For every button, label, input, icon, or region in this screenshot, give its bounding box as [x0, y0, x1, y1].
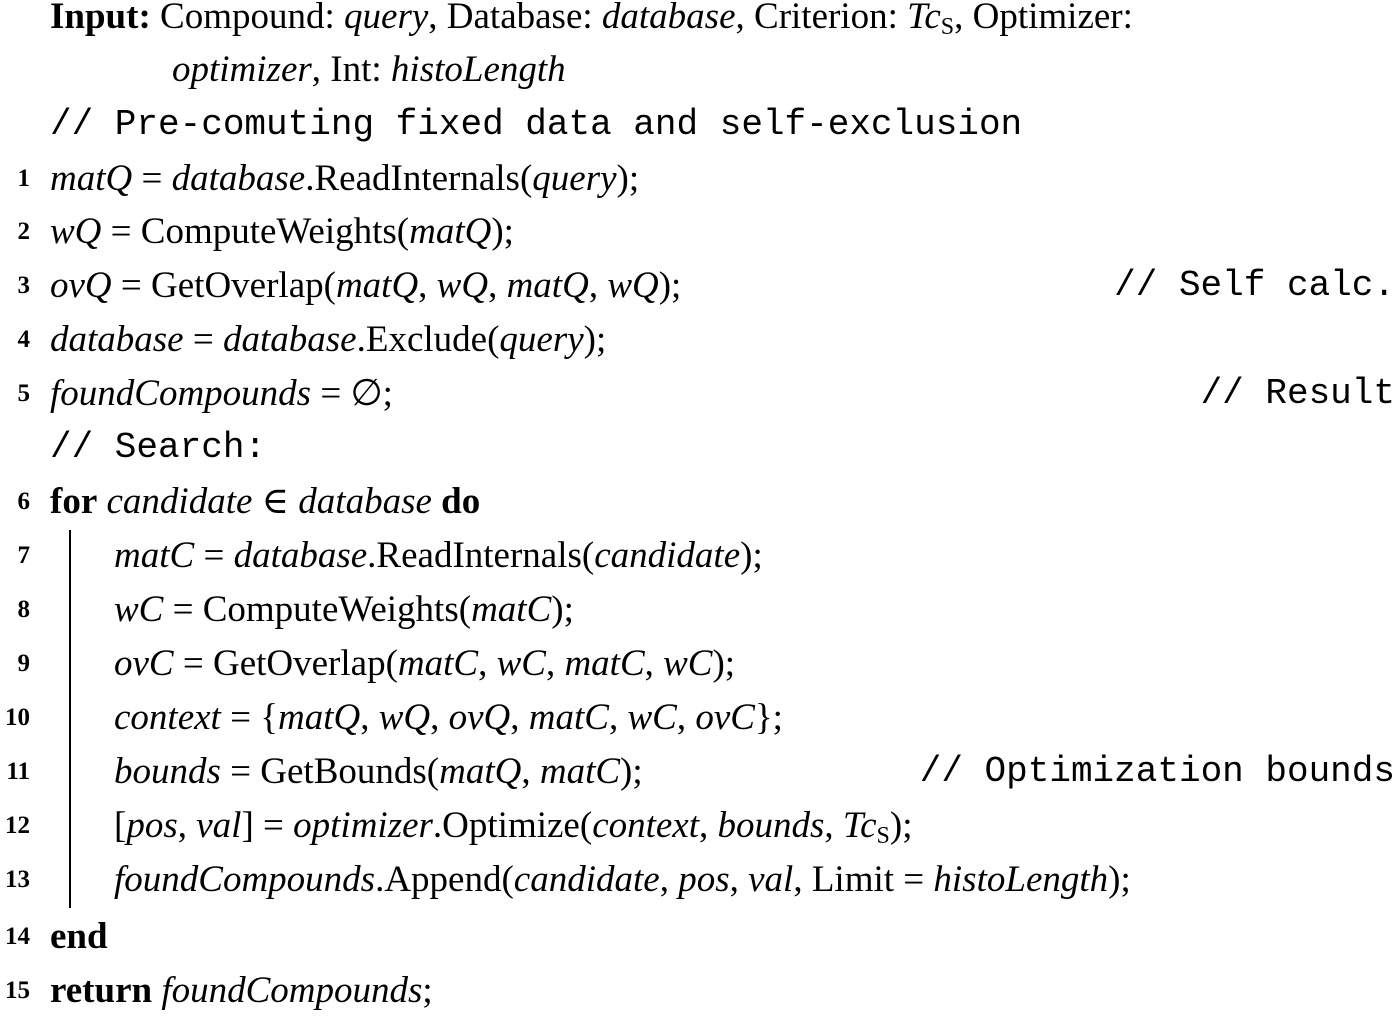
input-label: Input:: [50, 0, 151, 37]
line-code: [114, 799, 913, 853]
line-comment: // Optimization bounds: [919, 751, 1395, 792]
code-token: ,: [478, 643, 497, 684]
code-token: .ReadInternals(: [305, 158, 533, 199]
code-token: foundCompounds: [50, 373, 312, 414]
line-number: 15: [5, 977, 30, 1004]
line-number: 8: [17, 596, 30, 623]
code-token: candidate: [513, 859, 660, 900]
code-token: );: [491, 211, 514, 252]
line-number: 5: [17, 380, 30, 407]
code-token: );: [740, 535, 763, 576]
code-token: matC: [528, 697, 609, 738]
line-code: [50, 910, 108, 964]
input-line-1: [0, 0, 1395, 44]
code-token: = GetOverlap(: [111, 265, 336, 306]
code-token: database: [171, 158, 306, 199]
code-token: do: [441, 481, 481, 522]
algorithm-line-10: [0, 691, 1395, 745]
algorithm-line-12: [0, 799, 1395, 853]
line-number: 1: [17, 165, 30, 192]
code-token: = ∅;: [311, 373, 393, 414]
code-token: = {: [220, 697, 278, 738]
code-token: ,: [588, 265, 608, 306]
code-token: ,: [418, 265, 437, 306]
code-token: query: [344, 0, 429, 37]
code-token: wQ: [50, 211, 102, 252]
code-token: ,: [488, 265, 507, 306]
input-line-2: [0, 43, 1395, 97]
line-code: [50, 475, 480, 529]
code-token: candidate: [106, 481, 253, 522]
line-code: [50, 367, 393, 421]
code-token: = ComputeWeights(: [101, 211, 410, 252]
code-token: matC: [114, 535, 195, 576]
code-token: ,: [608, 697, 628, 738]
algorithm-line-11: [0, 745, 1395, 799]
code-token: bounds: [717, 805, 825, 846]
code-token: matC: [539, 751, 621, 792]
line-code: [114, 853, 1131, 907]
code-token: candidate: [594, 535, 741, 576]
code-token: wC: [627, 697, 677, 738]
code-token: ;: [422, 970, 433, 1011]
comment-precompute: // Pre-comuting fixed data and self-exclusion: [50, 104, 1023, 145]
code-token: ,: [360, 697, 379, 738]
code-token: ovQ: [50, 265, 112, 306]
line-number: 6: [17, 488, 30, 515]
code-token: , Limit =: [793, 859, 934, 900]
code-token: );: [712, 643, 736, 684]
line-number: 12: [5, 812, 30, 839]
line-number: 3: [17, 272, 30, 299]
line-number: 13: [5, 866, 30, 893]
code-token: wC: [663, 643, 713, 684]
code-token: matQ: [277, 697, 361, 738]
code-token: );: [620, 751, 643, 792]
code-token: ∈: [252, 481, 299, 522]
line-code: [50, 205, 514, 259]
line-code: [50, 313, 606, 367]
line-code: [114, 583, 574, 637]
code-token: );: [551, 589, 574, 630]
algorithm-line-15: [0, 964, 1395, 1018]
code-token: matQ: [439, 751, 522, 792]
input-parameters-cont: [172, 43, 566, 97]
code-token: );: [658, 265, 682, 306]
code-token: database: [222, 319, 357, 360]
code-token: = GetBounds(: [220, 751, 440, 792]
code-token: .Optimize(: [432, 805, 593, 846]
code-token: =: [194, 535, 234, 576]
code-token: ,: [521, 751, 540, 792]
code-token: histoLength: [390, 49, 566, 90]
code-token: , Int:: [311, 49, 391, 90]
code-token: , Criterion:: [735, 0, 908, 37]
algorithm-line-1: [0, 152, 1395, 206]
code-token: ovQ: [448, 697, 511, 738]
code-token: ,: [430, 697, 449, 738]
algorithm-line-6: [0, 475, 1395, 529]
code-token: pos: [678, 859, 730, 900]
code-token: =: [132, 158, 172, 199]
line-code: [50, 259, 681, 313]
code-token: wC: [496, 643, 546, 684]
code-token: );: [583, 319, 607, 360]
line-number: 11: [6, 758, 30, 785]
code-token: [97, 481, 106, 522]
code-token: matQ: [506, 265, 589, 306]
code-token: ,: [177, 805, 197, 846]
code-token: = ComputeWeights(: [163, 589, 472, 630]
line-code: [114, 745, 643, 799]
code-token: , Optimizer:: [954, 0, 1133, 37]
line-code: [50, 152, 639, 206]
code-token: [: [114, 805, 127, 846]
code-token: matQ: [335, 265, 419, 306]
code-token: database: [50, 319, 184, 360]
code-token: ] =: [241, 805, 294, 846]
code-token: Tc: [842, 805, 877, 846]
code-token: matQ: [50, 158, 133, 199]
code-token: histoLength: [933, 859, 1109, 900]
code-token: query: [499, 319, 584, 360]
algorithm-line-3: [0, 259, 1395, 313]
code-token: , Database:: [428, 0, 602, 37]
code-token: [432, 481, 441, 522]
algorithm-line-9: [0, 637, 1395, 691]
code-token: database: [298, 481, 432, 522]
code-token: ,: [545, 643, 565, 684]
code-token: val: [748, 859, 794, 900]
line-comment: // Self calc.: [1114, 265, 1395, 306]
line-code: [50, 964, 433, 1018]
code-token: ovC: [695, 697, 755, 738]
code-token: ,: [659, 859, 679, 900]
code-token: .Exclude(: [356, 319, 500, 360]
comment-search: // Search:: [50, 427, 267, 468]
code-token: val: [196, 805, 242, 846]
code-token: query: [532, 158, 617, 199]
code-token: Tc: [907, 0, 941, 37]
code-token: foundCompounds: [161, 970, 423, 1011]
code-token: matQ: [409, 211, 492, 252]
algorithm-line-13: [0, 853, 1395, 907]
algorithm-line-4: [0, 313, 1395, 367]
algorithm-line-7: [0, 529, 1395, 583]
line-number: 7: [17, 542, 30, 569]
code-token: return: [50, 970, 153, 1011]
line-comment: // Result: [1200, 373, 1395, 414]
code-token: };: [754, 697, 783, 738]
code-token: wC: [114, 589, 164, 630]
code-token: );: [1108, 859, 1131, 900]
code-token: =: [183, 319, 223, 360]
code-token: context: [592, 805, 700, 846]
code-token: ,: [699, 805, 718, 846]
input-parameters: [150, 0, 1133, 40]
code-token: S: [876, 823, 890, 849]
code-token: ovC: [114, 643, 174, 684]
algorithm-line-8: [0, 583, 1395, 637]
code-token: context: [114, 697, 221, 738]
code-token: ,: [644, 643, 664, 684]
code-token: end: [50, 916, 108, 957]
code-token: wQ: [378, 697, 431, 738]
loop-block-bar: [69, 530, 71, 908]
code-token: database: [233, 535, 368, 576]
code-token: ,: [729, 859, 749, 900]
code-token: );: [889, 805, 913, 846]
code-token: Compound:: [150, 0, 345, 37]
code-token: .ReadInternals(: [367, 535, 595, 576]
code-token: wQ: [436, 265, 489, 306]
line-number: 9: [17, 650, 30, 677]
algorithm-line-5: [0, 367, 1395, 421]
code-token: bounds: [114, 751, 221, 792]
line-code: [114, 691, 783, 745]
algorithm-line-2: [0, 205, 1395, 259]
code-token: matC: [471, 589, 552, 630]
code-token: = GetOverlap(: [173, 643, 398, 684]
code-token: matC: [564, 643, 645, 684]
code-token: S: [940, 14, 955, 40]
line-number: 4: [17, 326, 30, 353]
code-token: foundCompounds: [114, 859, 376, 900]
line-code: [114, 637, 735, 691]
line-number: 14: [5, 923, 30, 950]
line-number: 2: [17, 218, 30, 245]
line-code: [114, 529, 763, 583]
code-token: optimizer: [172, 49, 312, 90]
code-token: optimizer: [293, 805, 433, 846]
code-token: wQ: [607, 265, 659, 306]
code-token: pos: [126, 805, 178, 846]
code-token: ,: [824, 805, 843, 846]
line-number: 10: [5, 704, 30, 731]
algorithm-line-14: [0, 910, 1395, 964]
code-token: );: [616, 158, 640, 199]
code-token: .Append(: [375, 859, 514, 900]
code-token: database: [601, 0, 736, 37]
code-token: ,: [676, 697, 696, 738]
code-token: matC: [397, 643, 479, 684]
code-token: ,: [510, 697, 529, 738]
code-token: [152, 970, 161, 1011]
code-token: for: [50, 481, 98, 522]
